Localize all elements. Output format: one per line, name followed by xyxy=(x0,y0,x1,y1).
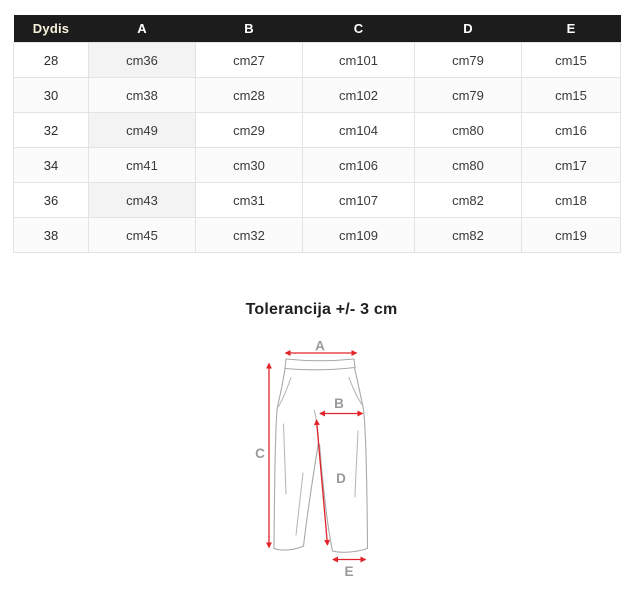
measurement-cell: cm106 xyxy=(303,148,415,183)
measurement-cell: cm82 xyxy=(415,183,522,218)
measurement-cell: cm79 xyxy=(415,78,522,113)
measurement-cell: cm28 xyxy=(196,78,303,113)
table-row xyxy=(14,78,621,113)
measurement-cell: cm45 xyxy=(89,218,196,253)
table-header-row xyxy=(14,15,621,43)
measurement-cell: cm80 xyxy=(415,148,522,183)
size-table xyxy=(13,15,621,253)
column-header-a: A xyxy=(89,15,196,43)
measurement-cell: cm27 xyxy=(196,43,303,78)
column-header-e: E xyxy=(522,15,621,43)
size-cell: 30 xyxy=(14,78,89,113)
size-chart-section xyxy=(13,15,620,253)
column-header-d: D xyxy=(415,15,522,43)
pants-measurement-diagram xyxy=(230,330,415,585)
measurement-cell: cm19 xyxy=(522,218,621,253)
size-cell: 28 xyxy=(14,43,89,78)
table-row xyxy=(14,183,621,218)
measurement-cell: cm82 xyxy=(415,218,522,253)
table-row xyxy=(14,113,621,148)
measurement-cell: cm107 xyxy=(303,183,415,218)
measurement-cell: cm30 xyxy=(196,148,303,183)
measurement-cell: cm101 xyxy=(303,43,415,78)
table-row xyxy=(14,43,621,78)
tolerance-note: Tolerancija +/- 3 cm xyxy=(245,301,398,318)
table-row xyxy=(14,218,621,253)
size-cell: 34 xyxy=(14,148,89,183)
size-cell: 36 xyxy=(14,183,89,218)
measure-label-c: C xyxy=(255,446,265,461)
pants-outline xyxy=(274,359,368,552)
measurement-cell: cm49 xyxy=(89,113,196,148)
measurement-cell: cm31 xyxy=(196,183,303,218)
measure-label-a: A xyxy=(315,338,325,354)
measurement-cell: cm79 xyxy=(415,43,522,78)
column-header-dydis: Dydis xyxy=(14,15,89,43)
size-cell: 32 xyxy=(14,113,89,148)
measurement-cell: cm38 xyxy=(89,78,196,113)
measurement-cell: cm16 xyxy=(522,113,621,148)
measurement-cell: cm80 xyxy=(415,113,522,148)
measurement-cell: cm18 xyxy=(522,183,621,218)
measurement-cell: cm109 xyxy=(303,218,415,253)
measurement-cell: cm32 xyxy=(196,218,303,253)
measure-label-e: E xyxy=(344,564,354,579)
column-header-b: B xyxy=(196,15,303,43)
measure-arrow-d xyxy=(317,420,328,545)
measurement-cell: cm29 xyxy=(196,113,303,148)
measurement-cell: cm17 xyxy=(522,148,621,183)
measurement-cell: cm36 xyxy=(89,43,196,78)
measurement-cell: cm15 xyxy=(522,78,621,113)
measurement-cell: cm102 xyxy=(303,78,415,113)
measurement-cell: cm104 xyxy=(303,113,415,148)
measurement-cell: cm15 xyxy=(522,43,621,78)
measurement-cell: cm43 xyxy=(89,183,196,218)
size-cell: 38 xyxy=(14,218,89,253)
measure-label-d: D xyxy=(336,471,346,486)
measurement-cell: cm41 xyxy=(89,148,196,183)
table-row xyxy=(14,148,621,183)
column-header-c: C xyxy=(303,15,415,43)
measure-label-b: B xyxy=(334,396,344,411)
